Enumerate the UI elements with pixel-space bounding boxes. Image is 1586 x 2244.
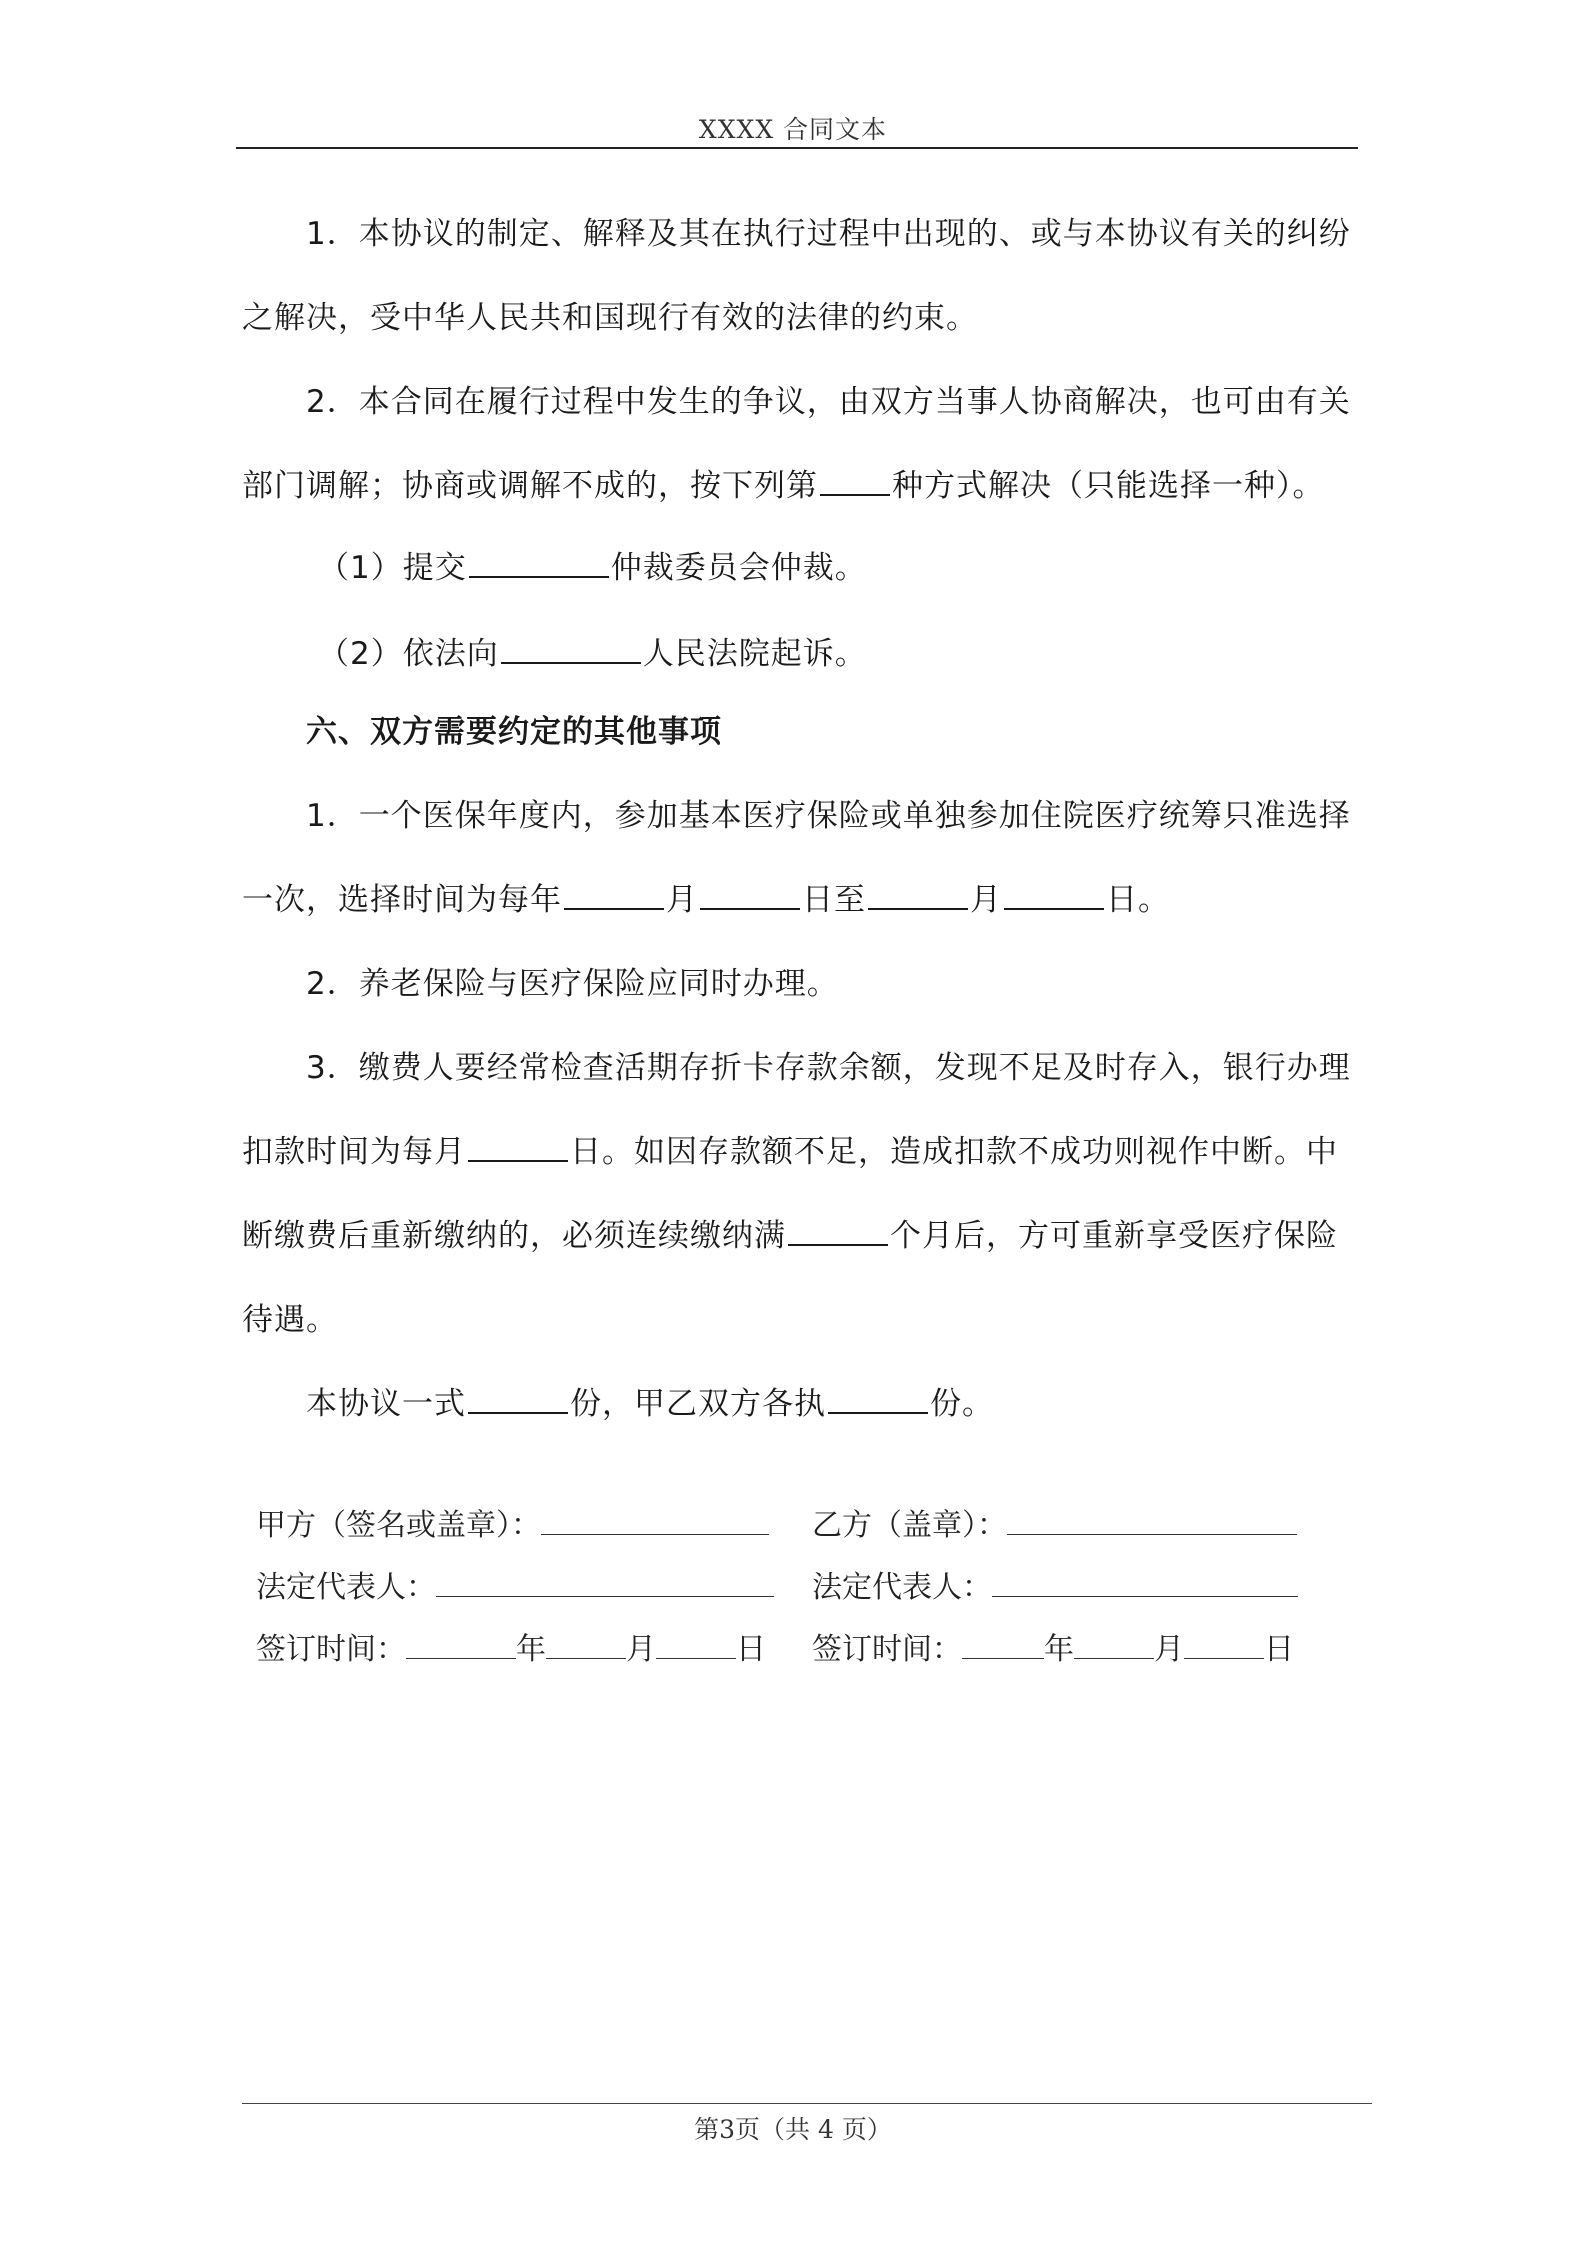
clause-2-line-2 bbox=[242, 444, 1356, 528]
court-blank[interactable] bbox=[501, 632, 641, 664]
arbitration-committee-blank[interactable] bbox=[469, 546, 609, 578]
item-3-line-3 bbox=[242, 1194, 1356, 1278]
date-b-day-line[interactable] bbox=[1184, 1630, 1264, 1659]
header-divider bbox=[236, 147, 1358, 149]
party-a-representative bbox=[256, 1562, 774, 1606]
date-b-label: 签订时间： bbox=[812, 1632, 962, 1667]
date-a-month-line[interactable] bbox=[546, 1630, 626, 1659]
date-a-day: 日 bbox=[736, 1632, 766, 1667]
date-a-month: 月 bbox=[626, 1632, 656, 1667]
date-a-label: 签订时间： bbox=[256, 1632, 406, 1667]
date-b-month: 月 bbox=[1154, 1632, 1184, 1667]
item-1-text-d: 月 bbox=[970, 882, 1002, 918]
item-1-text-e: 日。 bbox=[1106, 882, 1170, 918]
date-a-year: 年 bbox=[516, 1632, 546, 1667]
method-number-blank[interactable] bbox=[820, 464, 890, 496]
item-1-line-2 bbox=[242, 858, 1356, 942]
total-copies-blank[interactable] bbox=[468, 1382, 568, 1414]
clause-2-line-1: 2．本合同在履行过程中发生的争议，由双方当事人协商解决，也可由有关 bbox=[306, 384, 1351, 420]
debit-day-blank[interactable] bbox=[468, 1130, 568, 1162]
party-b-signature bbox=[812, 1500, 1297, 1544]
option-2-text-a: （2）依法向 bbox=[318, 636, 499, 672]
party-b-date bbox=[812, 1624, 1294, 1668]
footer-divider bbox=[242, 2103, 1372, 2104]
item-1-text-a: 一次，选择时间为每年 bbox=[242, 882, 562, 918]
date-b-year-line[interactable] bbox=[962, 1630, 1044, 1659]
each-copies-blank[interactable] bbox=[828, 1382, 928, 1414]
rep-b-line[interactable] bbox=[992, 1568, 1298, 1597]
item-3-line-4: 待遇。 bbox=[242, 1302, 338, 1338]
party-a-label: 甲方（签名或盖章）： bbox=[256, 1508, 541, 1543]
party-b-label: 乙方（盖章）： bbox=[812, 1508, 1007, 1543]
clause-2-text-b: 种方式解决（只能选择一种）。 bbox=[892, 468, 1325, 504]
item-3-text-d: 个月后，方可重新享受医疗保险 bbox=[890, 1218, 1338, 1254]
rep-b-label: 法定代表人： bbox=[812, 1570, 992, 1605]
item-3-text-c: 断缴费后重新缴纳的，必须连续缴纳满 bbox=[242, 1218, 786, 1254]
clause-2-text-a: 部门调解；协商或调解不成的，按下列第 bbox=[242, 468, 818, 504]
item-3-text-a: 扣款时间为每月 bbox=[242, 1134, 466, 1170]
party-a-signature bbox=[256, 1500, 769, 1544]
page-number: 第3页（共 4 页） bbox=[694, 2115, 892, 2144]
clause-1-line-1: 1．本协议的制定、解释及其在执行过程中出现的、或与本协议有关的纠纷 bbox=[306, 216, 1351, 252]
item-2: 2．养老保险与医疗保险应同时办理。 bbox=[306, 966, 839, 1002]
option-2 bbox=[318, 612, 1358, 696]
item-1-text-c: 日至 bbox=[802, 882, 866, 918]
option-1-text-b: 仲裁委员会仲裁。 bbox=[610, 550, 867, 586]
date-a-year-line[interactable] bbox=[406, 1630, 516, 1659]
copies-text-a: 本协议一式 bbox=[306, 1386, 466, 1422]
date-b-year: 年 bbox=[1044, 1632, 1074, 1667]
rep-a-label: 法定代表人： bbox=[256, 1570, 436, 1605]
date-a-day-line[interactable] bbox=[656, 1630, 736, 1659]
clause-1-line-2: 之解决，受中华人民共和国现行有效的法律的约束。 bbox=[242, 300, 978, 336]
item-3-line-1: 3．缴费人要经常检查活期存折卡存款余额，发现不足及时存入，银行办理 bbox=[306, 1050, 1351, 1086]
date-b-day: 日 bbox=[1264, 1632, 1294, 1667]
item-1-text-b: 月 bbox=[666, 882, 698, 918]
copies-clause bbox=[306, 1362, 1356, 1446]
end-day-blank[interactable] bbox=[1004, 878, 1104, 910]
copies-text-b: 份，甲乙双方各执 bbox=[570, 1386, 826, 1422]
party-b-signature-line[interactable] bbox=[1007, 1506, 1297, 1535]
end-month-blank[interactable] bbox=[868, 878, 968, 910]
option-2-text-b: 人民法院起诉。 bbox=[642, 636, 867, 672]
months-blank[interactable] bbox=[788, 1214, 888, 1246]
party-a-signature-line[interactable] bbox=[541, 1506, 769, 1535]
start-month-blank[interactable] bbox=[564, 878, 664, 910]
header-title: XXXX 合同文本 bbox=[698, 115, 888, 144]
item-3-line-2 bbox=[242, 1110, 1356, 1194]
party-a-date bbox=[256, 1624, 766, 1668]
rep-a-line[interactable] bbox=[436, 1568, 774, 1597]
start-day-blank[interactable] bbox=[700, 878, 800, 910]
option-1-text-a: （1）提交 bbox=[318, 550, 467, 586]
party-b-representative bbox=[812, 1562, 1298, 1606]
date-b-month-line[interactable] bbox=[1074, 1630, 1154, 1659]
section-heading: 六、双方需要约定的其他事项 bbox=[306, 714, 722, 750]
item-1-line-1: 1．一个医保年度内，参加基本医疗保险或单独参加住院医疗统筹只准选择 bbox=[306, 798, 1351, 834]
copies-text-c: 份。 bbox=[930, 1386, 994, 1422]
option-1 bbox=[318, 526, 1358, 610]
item-3-text-b: 日。如因存款额不足，造成扣款不成功则视作中断。中 bbox=[570, 1134, 1338, 1170]
